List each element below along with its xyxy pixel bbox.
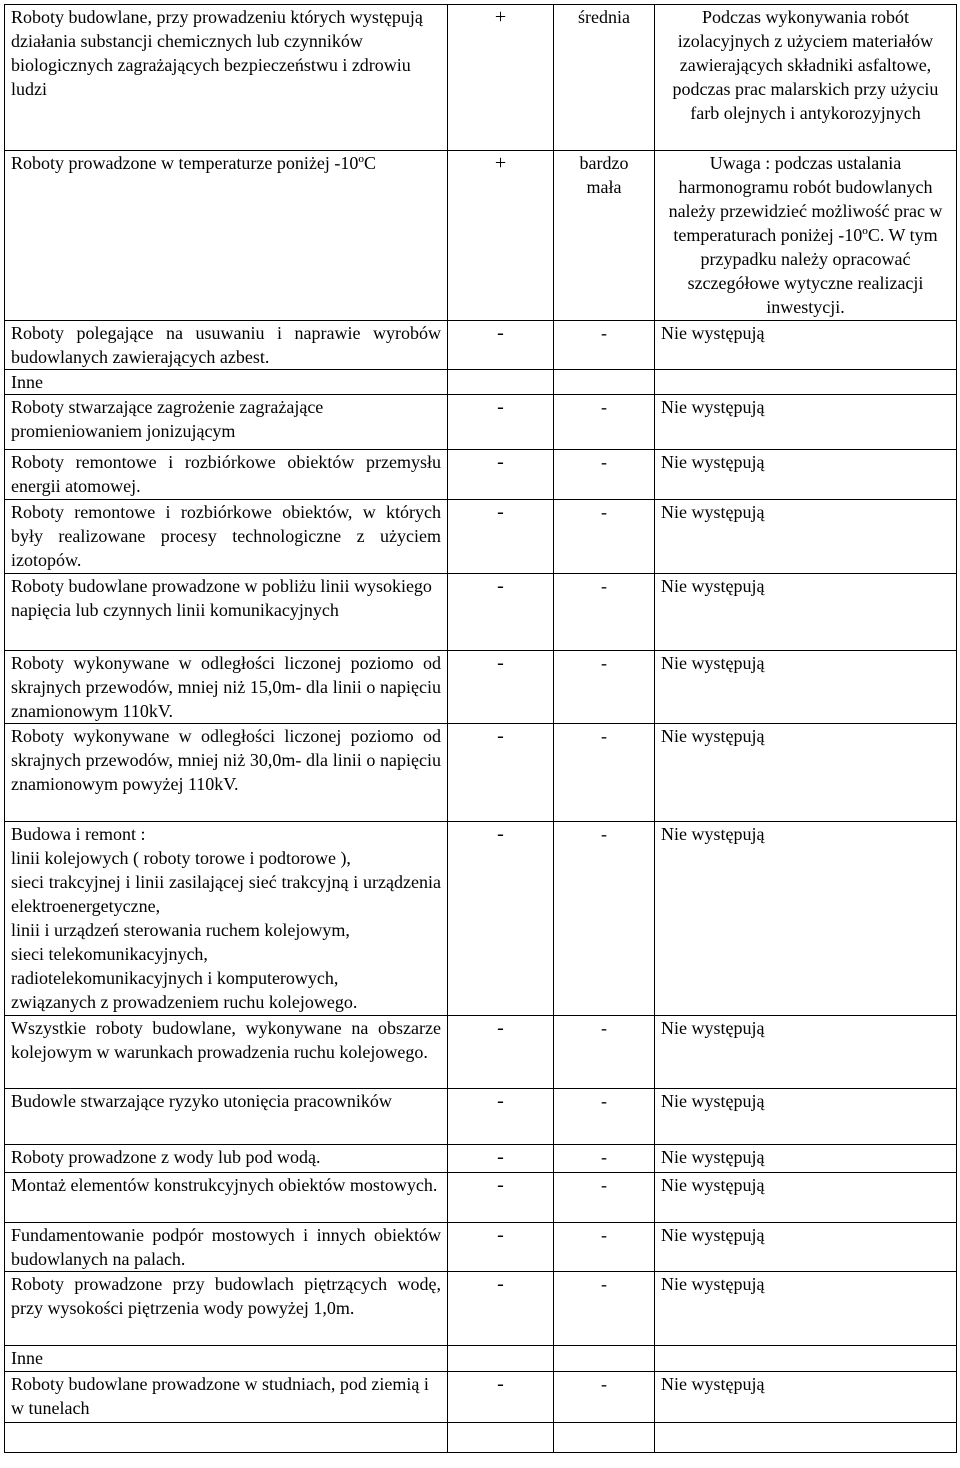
cell-occurrence-mark	[448, 5, 554, 151]
table-row	[5, 574, 957, 651]
risk-scale: -	[601, 726, 607, 746]
cell-description: Roboty remontowe i rozbiórkowe obiektów przemysłu energii atomowej.	[5, 450, 448, 500]
cell-risk-scale	[554, 500, 655, 574]
table-row	[5, 5, 957, 151]
risk-scale: -	[601, 1018, 607, 1038]
risk-scale: -	[601, 397, 607, 417]
cell-risk-scale	[554, 1173, 655, 1223]
occurrence-mark: -	[497, 575, 504, 597]
table-row	[5, 1145, 957, 1173]
table-row	[5, 1272, 957, 1346]
table-row	[5, 724, 957, 822]
occurrence-mark: -	[497, 1017, 504, 1039]
risk-scale: -	[601, 653, 607, 673]
table-row	[5, 1372, 957, 1423]
cell-description: Roboty budowlane, przy prowadzeniu których występują działania substancji chemicznych lub czynników biologicznych zagrażających bezpieczeństwu i zdrowiu ludzi	[5, 5, 448, 151]
occurrence-mark: -	[497, 1273, 504, 1295]
cell-occurrence-mark	[448, 370, 554, 395]
occurrence-mark: -	[497, 322, 504, 344]
cell-occurrence-mark	[448, 1272, 554, 1346]
cell-risk-scale	[554, 1223, 655, 1272]
cell-remarks: Nie występują	[655, 1173, 957, 1223]
cell-description: Roboty remontowe i rozbiórkowe obiektów, w których były realizowane procesy technologiczne z użyciem izotopów.	[5, 500, 448, 574]
cell-description: Inne	[5, 370, 448, 395]
cell-remarks: Nie występują	[655, 1272, 957, 1346]
cell-occurrence-mark	[448, 1372, 554, 1423]
cell-occurrence-mark	[448, 1145, 554, 1173]
risk-scale: -	[601, 452, 607, 472]
cell-risk-scale	[554, 1272, 655, 1346]
cell-risk-scale	[554, 1372, 655, 1423]
description-line: Budowa i remont :	[11, 824, 146, 844]
cell-remarks: Nie występują	[655, 724, 957, 822]
table-row	[5, 500, 957, 574]
cell-remarks: Nie występują	[655, 822, 957, 1016]
cell-occurrence-mark	[448, 1223, 554, 1272]
cell-remarks	[655, 1423, 957, 1453]
cell-risk-scale	[554, 822, 655, 1016]
risk-scale: -	[601, 1374, 607, 1394]
cell-description: Inne	[5, 1346, 448, 1372]
description-line: związanych z prowadzeniem ruchu kolejowego.	[11, 992, 358, 1012]
table-row	[5, 1089, 957, 1145]
description-line: sieci trakcyjnej i linii zasilającej sieć trakcyjną i urządzenia elektroenergetyczne,	[11, 872, 441, 916]
cell-description: Budowle stwarzające ryzyko utonięcia pracowników	[5, 1089, 448, 1145]
cell-risk-scale	[554, 651, 655, 724]
cell-occurrence-mark	[448, 1016, 554, 1089]
cell-occurrence-mark	[448, 321, 554, 370]
table-row	[5, 1423, 957, 1453]
cell-risk-scale	[554, 370, 655, 395]
cell-risk-scale	[554, 1089, 655, 1145]
description-line: sieci telekomunikacyjnych,	[11, 944, 208, 964]
occurrence-mark: -	[497, 1373, 504, 1395]
cell-description: Wszystkie roboty budowlane, wykonywane na obszarze kolejowym w warunkach prowadzenia ruchu kolejowego.	[5, 1016, 448, 1089]
cell-remarks: Nie występują	[655, 1372, 957, 1423]
cell-description: Roboty wykonywane w odległości liczonej poziomo od skrajnych przewodów, mniej niż 15,0m- dla linii o napięciu znamionowym 110kV.	[5, 651, 448, 724]
description-line: linii kolejowych ( roboty torowe i podtorowe ),	[11, 848, 351, 868]
cell-occurrence-mark	[448, 574, 554, 651]
occurrence-mark: -	[497, 652, 504, 674]
risk-scale: -	[601, 1091, 607, 1111]
risk-scale: -	[601, 1274, 607, 1294]
cell-occurrence-mark	[448, 500, 554, 574]
cell-description: Montaż elementów konstrukcyjnych obiektów mostowych.	[5, 1173, 448, 1223]
cell-remarks: Nie występują	[655, 1145, 957, 1173]
table-row	[5, 822, 957, 1016]
risk-scale: -	[601, 824, 607, 844]
cell-description: Roboty budowlane prowadzone w pobliżu linii wysokiego napięcia lub czynnych linii komunikacyjnych	[5, 574, 448, 651]
cell-risk-scale	[554, 5, 655, 151]
cell-risk-scale	[554, 1423, 655, 1453]
cell-occurrence-mark	[448, 724, 554, 822]
table-row	[5, 651, 957, 724]
cell-description	[5, 822, 448, 1016]
cell-risk-scale	[554, 724, 655, 822]
occurrence-mark: -	[497, 823, 504, 845]
cell-risk-scale	[554, 574, 655, 651]
cell-risk-scale	[554, 395, 655, 450]
cell-risk-scale	[554, 151, 655, 321]
occurrence-mark: -	[497, 451, 504, 473]
cell-occurrence-mark	[448, 1089, 554, 1145]
table-row	[5, 370, 957, 395]
cell-remarks: Nie występują	[655, 500, 957, 574]
risk-scale: -	[601, 1225, 607, 1245]
cell-occurrence-mark	[448, 822, 554, 1016]
cell-description: Roboty polegające na usuwaniu i naprawie wyrobów budowlanych zawierających azbest.	[5, 321, 448, 370]
cell-remarks: Nie występują	[655, 321, 957, 370]
table-row	[5, 151, 957, 321]
cell-remarks: Nie występują	[655, 395, 957, 450]
risk-table	[4, 4, 957, 1453]
cell-occurrence-mark	[448, 1346, 554, 1372]
occurrence-mark: -	[497, 1146, 504, 1168]
cell-remarks: Nie występują	[655, 574, 957, 651]
occurrence-mark: -	[497, 1174, 504, 1196]
cell-description: Fundamentowanie podpór mostowych i innych obiektów budowlanych na palach.	[5, 1223, 448, 1272]
table-row	[5, 1223, 957, 1272]
risk-scale: bardzo mała	[579, 153, 629, 197]
table-row	[5, 321, 957, 370]
occurrence-mark: +	[494, 6, 507, 28]
cell-description	[5, 1423, 448, 1453]
risk-scale: -	[601, 576, 607, 596]
occurrence-mark: -	[497, 1224, 504, 1246]
table-row	[5, 1346, 957, 1372]
cell-occurrence-mark	[448, 395, 554, 450]
risk-scale: -	[601, 1175, 607, 1195]
table-row	[5, 450, 957, 500]
table-row	[5, 395, 957, 450]
occurrence-mark: -	[497, 396, 504, 418]
cell-description: Roboty prowadzone z wody lub pod wodą.	[5, 1145, 448, 1173]
cell-occurrence-mark	[448, 1423, 554, 1453]
cell-description: Roboty stwarzające zagrożenie zagrażające promieniowaniem jonizującym	[5, 395, 448, 450]
risk-table-body	[5, 5, 957, 1453]
cell-description: Roboty prowadzone w temperaturze poniżej -10ºC	[5, 151, 448, 321]
cell-risk-scale	[554, 1145, 655, 1173]
cell-remarks: Uwaga : podczas ustalania harmonogramu robót budowlanych należy przewidzieć możliwość prac w temperaturach poniżej -10ºC. W tym przypadku należy opracować szczegółowe wytyczne realizacji inwestycji.	[655, 151, 957, 321]
cell-description: Roboty budowlane prowadzone w studniach, pod ziemią i w tunelach	[5, 1372, 448, 1423]
cell-occurrence-mark	[448, 450, 554, 500]
cell-remarks	[655, 370, 957, 395]
occurrence-mark: -	[497, 501, 504, 523]
cell-risk-scale	[554, 1016, 655, 1089]
table-row	[5, 1016, 957, 1089]
occurrence-mark: -	[497, 725, 504, 747]
cell-occurrence-mark	[448, 651, 554, 724]
cell-description: Roboty wykonywane w odległości liczonej poziomo od skrajnych przewodów, mniej niż 30,0m- dla linii o napięciu znamionowym powyżej 110kV.	[5, 724, 448, 822]
cell-remarks: Podczas wykonywania robót izolacyjnych z użyciem materiałów zawierających składniki asfaltowe, podczas prac malarskich przy użyciu farb olejnych i antykorozyjnych	[655, 5, 957, 151]
risk-scale: średnia	[578, 7, 630, 27]
cell-remarks: Nie występują	[655, 651, 957, 724]
cell-remarks: Nie występują	[655, 1089, 957, 1145]
cell-description: Roboty prowadzone przy budowlach piętrzących wodę, przy wysokości piętrzenia wody powyżej 1,0m.	[5, 1272, 448, 1346]
cell-occurrence-mark	[448, 151, 554, 321]
risk-scale: -	[601, 502, 607, 522]
cell-remarks: Nie występują	[655, 1223, 957, 1272]
cell-remarks: Nie występują	[655, 1016, 957, 1089]
cell-remarks	[655, 1346, 957, 1372]
cell-occurrence-mark	[448, 1173, 554, 1223]
table-row	[5, 1173, 957, 1223]
cell-remarks: Nie występują	[655, 450, 957, 500]
risk-scale: -	[601, 1147, 607, 1167]
occurrence-mark: -	[497, 1090, 504, 1112]
cell-risk-scale	[554, 450, 655, 500]
description-line: radiotelekomunikacyjnych i komputerowych,	[11, 968, 339, 988]
description-line: linii i urządzeń sterowania ruchem kolejowym,	[11, 920, 350, 940]
cell-risk-scale	[554, 321, 655, 370]
occurrence-mark: +	[494, 152, 507, 174]
cell-risk-scale	[554, 1346, 655, 1372]
risk-scale: -	[601, 323, 607, 343]
